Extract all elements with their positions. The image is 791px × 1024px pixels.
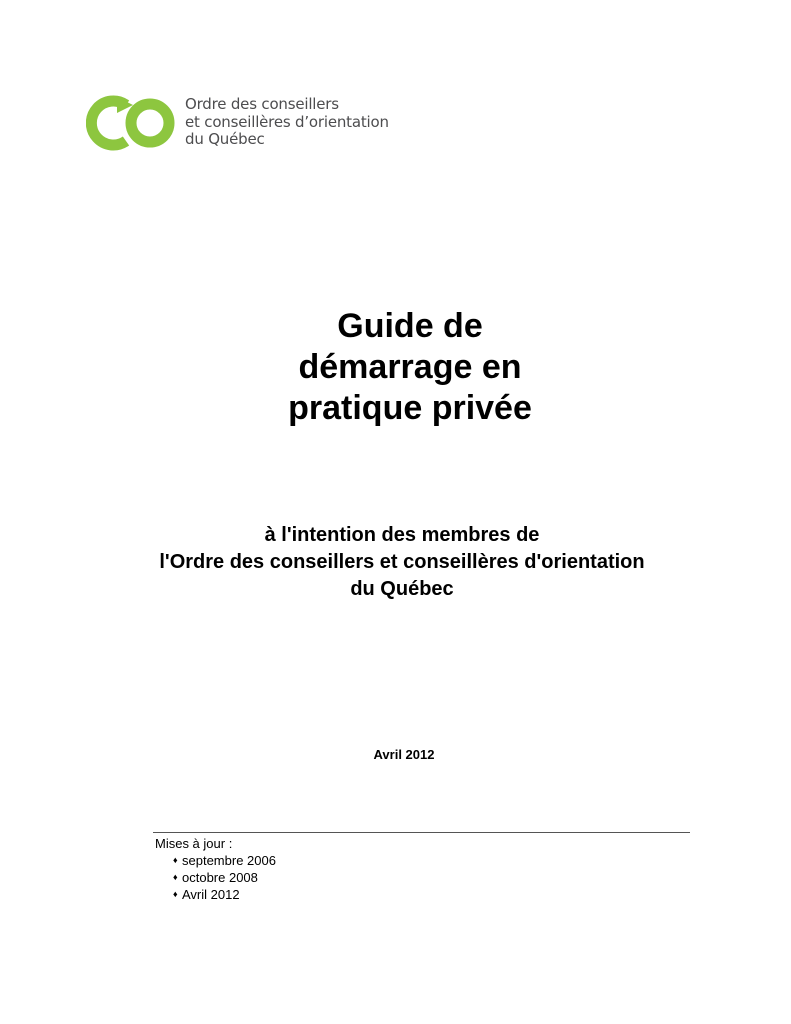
ordre-co-logo-icon: [86, 95, 180, 151]
update-date: septembre 2006: [182, 853, 276, 868]
subtitle-line: l'Ordre des conseillers et conseillères d'orientation: [159, 551, 645, 573]
divider: [153, 832, 690, 833]
document-subtitle: [0, 522, 791, 603]
subtitle-line: à l'intention des membres de: [264, 524, 540, 546]
logo-line: Ordre des conseillers: [185, 95, 339, 113]
update-date: octobre 2008: [182, 870, 258, 885]
update-history: [155, 835, 276, 903]
updates-list: [155, 852, 276, 903]
organization-logo: [86, 92, 389, 152]
updates-heading: Mises à jour :: [155, 836, 233, 851]
document-title: [0, 306, 791, 429]
title-line: Guide de: [337, 307, 483, 345]
title-line: pratique privée: [288, 389, 532, 427]
diamond-bullet-icon: ♦: [173, 855, 178, 865]
publication-date: Avril 2012: [373, 747, 435, 762]
list-item: [173, 886, 276, 903]
logo-wordmark: [185, 96, 389, 149]
update-date: Avril 2012: [182, 887, 240, 902]
diamond-bullet-icon: ♦: [173, 872, 178, 882]
title-line: démarrage en: [298, 348, 522, 386]
subtitle-line: du Québec: [350, 578, 454, 600]
diamond-bullet-icon: ♦: [173, 889, 178, 899]
list-item: [173, 869, 276, 886]
list-item: [173, 852, 276, 869]
logo-line: et conseillères d’orientation: [185, 112, 389, 131]
logo-line: du Québec: [185, 130, 265, 148]
